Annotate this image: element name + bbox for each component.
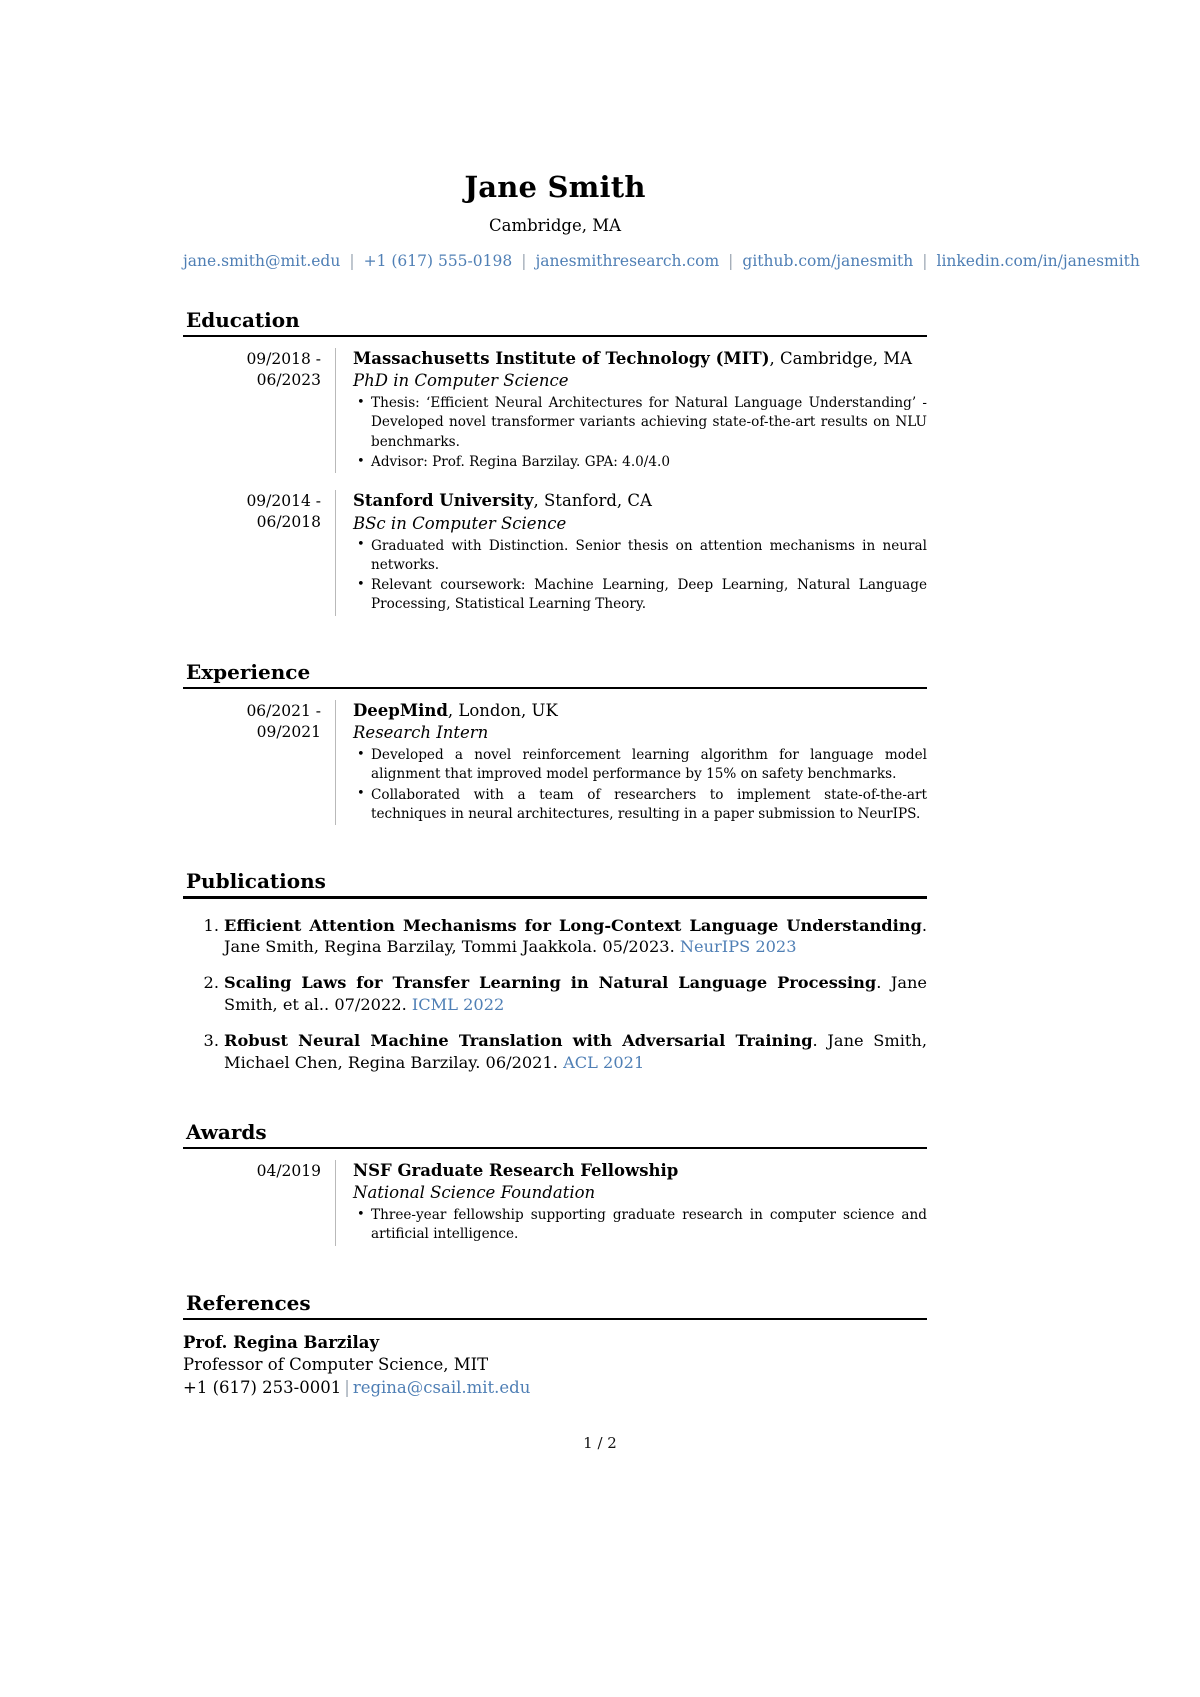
entry-body	[353, 700, 927, 825]
contact-line	[183, 249, 1140, 274]
publication-meta: . Jane Smith, Regina Barzilay, Tommi Jaakkola. 05/2023.	[224, 915, 927, 957]
page-title: Jane Smith	[464, 170, 646, 204]
entry-body	[353, 1160, 927, 1246]
entry-degree: PhD in Computer Science	[353, 371, 569, 391]
section-experience	[183, 660, 927, 826]
entry-date: 04/2019	[256, 1161, 321, 1180]
publication-venue-link[interactable]: ACL 2021	[563, 1052, 645, 1072]
section-title-experience: Experience	[186, 659, 311, 684]
bullet-item: • Three-year fellowship supporting graduate research in computer science and artificial intelligence.	[353, 1206, 927, 1245]
entry-awarder: National Science Foundation	[353, 1183, 596, 1203]
entry-divider	[335, 490, 336, 615]
publication-title: Efficient Attention Mechanisms for Long-Context Language Understanding	[224, 915, 922, 935]
entry-heading	[353, 348, 927, 369]
entry-date: 09/2014 - 06/2018	[246, 492, 321, 532]
section-rule	[183, 1147, 927, 1149]
education-entry	[183, 348, 927, 473]
entry-date: 06/2021 - 09/2021	[246, 701, 321, 741]
reference-name: Prof. Regina Barzilay	[183, 1332, 380, 1352]
section-rule	[183, 687, 927, 689]
section-references	[183, 1291, 927, 1400]
entry-organization: DeepMind	[353, 700, 448, 720]
entry-divider	[335, 348, 336, 473]
section-rule	[183, 1318, 927, 1320]
publication-meta: . Jane Smith, Michael Chen, Regina Barzilay. 06/2021.	[224, 1030, 927, 1072]
entry-role: Research Intern	[353, 723, 489, 743]
publication-item	[183, 1030, 927, 1074]
section-title-education: Education	[186, 307, 300, 332]
entry-organization: Stanford University	[353, 491, 534, 511]
contact-linkedin[interactable]: linkedin.com/in/janesmith	[936, 251, 1140, 270]
section-awards	[183, 1120, 927, 1246]
bullet-item: • Developed a novel reinforcement learning algorithm for language model alignment that improved model performance by 15% on safety benchmarks.	[353, 746, 927, 785]
contact-separator: |	[521, 251, 527, 270]
reference-block	[183, 1332, 927, 1399]
contact-phone[interactable]: +1 (617) 555-0198	[363, 251, 513, 270]
entry-location: , Cambridge, MA	[769, 348, 913, 368]
bullet-item: • Thesis: ‘Efficient Neural Architectures for Natural Language Understanding’ - Developed novel transformer variants achieving state-of-the-art results on NLU benchmarks.	[353, 394, 927, 452]
contact-website[interactable]: janesmithresearch.com	[535, 251, 720, 270]
contact-separator: |	[728, 251, 734, 270]
page-content	[183, 0, 1140, 1399]
entry-bullets	[353, 1206, 927, 1245]
entry-degree: BSc in Computer Science	[353, 513, 567, 533]
entry-heading	[353, 1160, 927, 1181]
section-title-awards: Awards	[186, 1119, 267, 1144]
reference-email-link[interactable]: regina@csail.mit.edu	[352, 1377, 531, 1397]
publication-item	[183, 972, 927, 1016]
reference-separator: |	[344, 1377, 350, 1397]
section-publications	[183, 869, 927, 1073]
entry-organization: Massachusetts Institute of Technology (MIT)	[353, 348, 770, 368]
section-rule	[183, 335, 927, 337]
entry-bullets	[353, 746, 927, 824]
publication-item	[183, 915, 927, 959]
entry-location: , London, UK	[447, 700, 558, 720]
entry-heading	[353, 490, 927, 511]
publication-title: Scaling Laws for Transfer Learning in Natural Language Processing	[224, 973, 877, 993]
entry-bullets	[353, 537, 927, 615]
section-education	[183, 308, 927, 616]
publication-venue-link[interactable]: ICML 2022	[411, 995, 505, 1015]
experience-entry	[183, 700, 927, 825]
bullet-item: • Collaborated with a team of researchers to implement state-of-the-art techniques in neural architectures, resulting in a paper submission to NeurIPS.	[353, 786, 927, 825]
contact-email[interactable]: jane.smith@mit.edu	[183, 251, 341, 270]
publication-title: Robust Neural Machine Translation with Adversarial Training	[224, 1030, 813, 1050]
section-title-publications: Publications	[186, 869, 326, 894]
entry-body	[353, 348, 927, 473]
entry-body	[353, 490, 927, 615]
section-rule	[183, 896, 927, 898]
page-footer	[0, 1434, 1200, 1452]
contact-separator: |	[349, 251, 355, 270]
header-location: Cambridge, MA	[488, 215, 622, 235]
entry-divider	[335, 700, 336, 825]
entry-heading	[353, 700, 927, 721]
publications-list	[183, 915, 927, 1074]
section-title-references: References	[186, 1290, 311, 1315]
entry-award-name: NSF Graduate Research Fellowship	[353, 1160, 679, 1180]
page-indicator: 1 / 2	[583, 1434, 617, 1452]
entry-divider	[335, 1160, 336, 1246]
contact-github[interactable]: github.com/janesmith	[742, 251, 914, 270]
bullet-item: • Advisor: Prof. Regina Barzilay. GPA: 4.0/4.0	[353, 453, 927, 472]
reference-phone: +1 (617) 253-0001	[183, 1377, 342, 1397]
entry-date: 09/2018 - 06/2023	[246, 349, 321, 389]
publication-meta: . Jane Smith, et al.. 07/2022.	[224, 973, 928, 1015]
entry-bullets	[353, 394, 927, 472]
bullet-item: • Relevant coursework: Machine Learning, Deep Learning, Natural Language Processing, Statistical Learning Theory.	[353, 576, 927, 615]
entry-location: , Stanford, CA	[533, 491, 652, 511]
contact-separator: |	[922, 251, 928, 270]
publication-venue-link[interactable]: NeurIPS 2023	[679, 937, 797, 957]
reference-role: Professor of Computer Science, MIT	[183, 1355, 489, 1375]
reference-contact	[183, 1377, 927, 1399]
resume-header	[183, 0, 1140, 274]
education-entry	[183, 490, 927, 615]
bullet-item: • Graduated with Distinction. Senior thesis on attention mechanisms in neural networks.	[353, 537, 927, 576]
award-entry	[183, 1160, 927, 1246]
